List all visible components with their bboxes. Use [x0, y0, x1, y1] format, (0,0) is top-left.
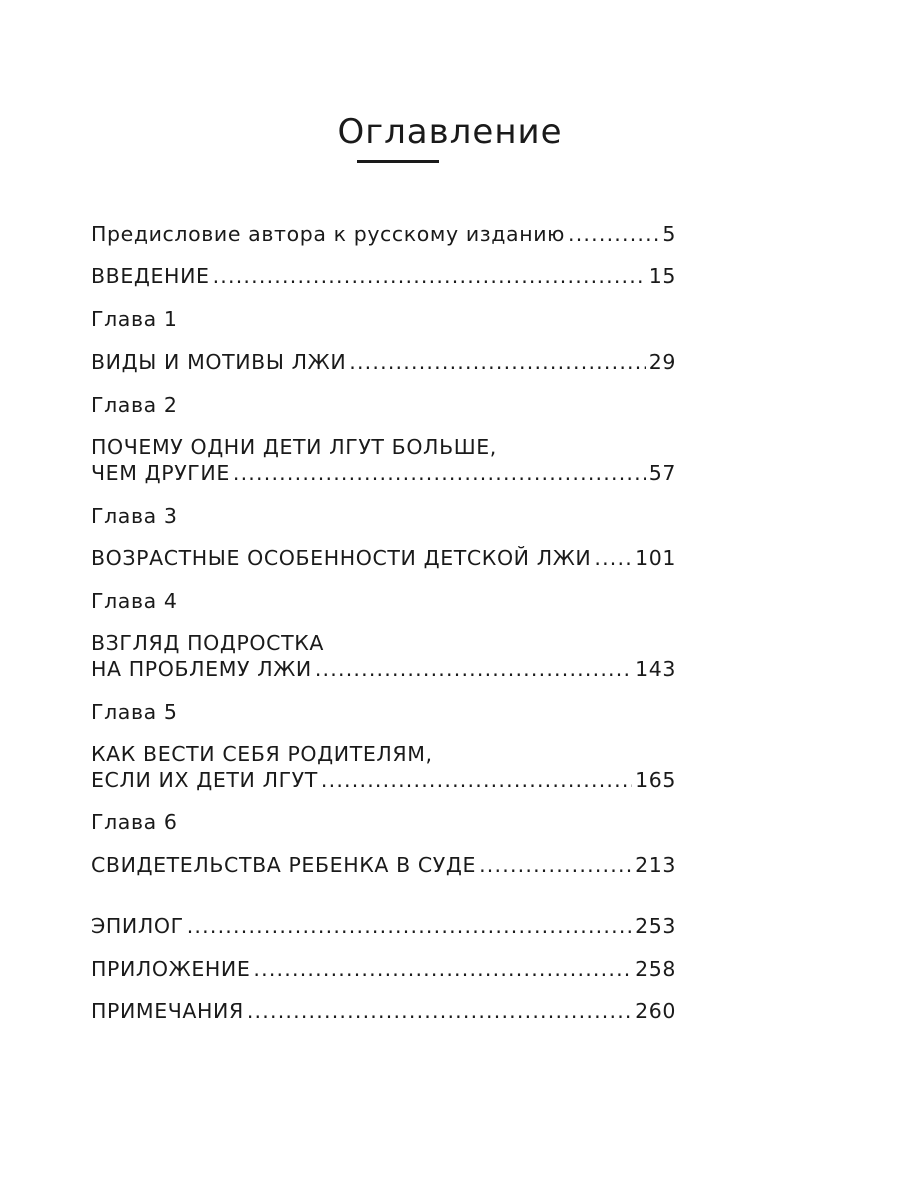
toc-page-number: 29	[648, 350, 676, 374]
chapter-label: Глава 5	[91, 700, 178, 724]
toc-entry-title: ВОЗРАСТНЫЕ ОСОБЕННОСТИ ДЕТСКОЙ ЛЖИ	[91, 546, 592, 570]
toc-entry-chapter-6[interactable]	[91, 850, 676, 880]
chapter-label: Глава 6	[91, 810, 178, 834]
dot-leader	[233, 458, 646, 488]
chapter-label: Глава 3	[91, 504, 178, 528]
toc-entry-chapter-1[interactable]	[91, 347, 676, 377]
toc-entry-chapter-2[interactable]	[91, 458, 676, 488]
toc-entry-notes[interactable]	[91, 996, 676, 1026]
toc-entry-preface[interactable]	[91, 219, 676, 249]
toc-entry-title: ВИДЫ И МОТИВЫ ЛЖИ	[91, 350, 347, 374]
dot-leader	[247, 996, 632, 1026]
dot-leader	[594, 543, 632, 573]
chapter-label: Глава 2	[91, 393, 178, 417]
toc-page-number: 15	[648, 264, 676, 288]
dot-leader	[568, 219, 659, 249]
toc-entry-title-line1[interactable]: КАК ВЕСТИ СЕБЯ РОДИТЕЛЯМ,	[91, 742, 433, 766]
toc-page-number: 260	[635, 999, 676, 1023]
toc-page-number: 213	[635, 853, 676, 877]
toc-entry-title-line1[interactable]: ВЗГЛЯД ПОДРОСТКА	[91, 631, 324, 655]
toc-entry-title: ПРИЛОЖЕНИЕ	[91, 957, 251, 981]
dot-leader	[315, 654, 632, 684]
toc-page-number: 165	[635, 768, 676, 792]
toc-page-number: 5	[662, 222, 676, 246]
toc-page-number: 253	[635, 914, 676, 938]
toc-entry-title: Предисловие автора к русскому изданию	[91, 222, 565, 246]
dot-leader	[213, 261, 646, 291]
title-underline	[357, 160, 439, 163]
toc-entry-title-line1[interactable]: ПОЧЕМУ ОДНИ ДЕТИ ЛГУТ БОЛЬШЕ,	[91, 435, 497, 459]
dot-leader	[253, 954, 632, 984]
toc-entry-appendix[interactable]	[91, 954, 676, 984]
toc-entry-title: ЭПИЛОГ	[91, 914, 184, 938]
toc-page-number: 57	[648, 461, 676, 485]
toc-entry-title: СВИДЕТЕЛЬСТВА РЕБЕНКА В СУДЕ	[91, 853, 477, 877]
dot-leader	[187, 911, 632, 941]
dot-leader	[321, 765, 632, 795]
toc-entry-chapter-4[interactable]	[91, 654, 676, 684]
chapter-label: Глава 1	[91, 307, 178, 331]
toc-entry-introduction[interactable]	[91, 261, 676, 291]
toc-page-number: 258	[635, 957, 676, 981]
toc-page-number: 101	[635, 546, 676, 570]
toc-page-number: 143	[635, 657, 676, 681]
page-title: Оглавление	[337, 112, 563, 152]
toc-entry-epilogue[interactable]	[91, 911, 676, 941]
dot-leader	[349, 347, 645, 377]
toc-entry-chapter-3[interactable]	[91, 543, 676, 573]
dot-leader	[479, 850, 632, 880]
toc-entry-title: ПРИМЕЧАНИЯ	[91, 999, 244, 1023]
toc-entry-title: ЕСЛИ ИХ ДЕТИ ЛГУТ	[91, 768, 318, 792]
toc-entry-title: ЧЕМ ДРУГИЕ	[91, 461, 230, 485]
toc-entry-title: НА ПРОБЛЕМУ ЛЖИ	[91, 657, 312, 681]
chapter-label: Глава 4	[91, 589, 178, 613]
toc-entry-title: ВВЕДЕНИЕ	[91, 264, 210, 288]
toc-entry-chapter-5[interactable]	[91, 765, 676, 795]
